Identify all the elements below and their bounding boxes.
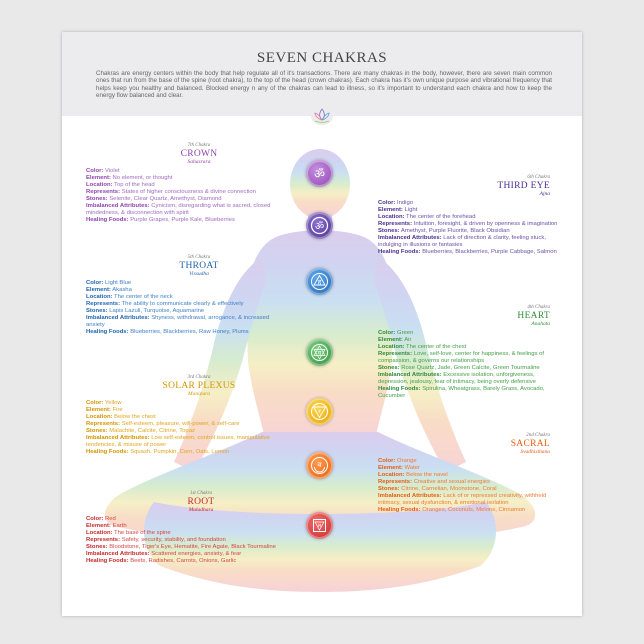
info-label: Location: (86, 414, 113, 420)
info-line (86, 308, 282, 315)
info-value: Blueberries, Blackberries, Purple Cabbage, Salmon (422, 249, 557, 255)
info-value: Red (104, 516, 116, 522)
info-label: Color: (86, 168, 104, 174)
info-label: Represents: (378, 479, 413, 485)
info-value: Scattered energies, anxiety, & fear (151, 551, 242, 557)
crown-section (86, 142, 282, 224)
throat-name: THROAT (179, 261, 219, 271)
info-line (86, 175, 282, 182)
info-line (378, 372, 558, 386)
throat-number: 5th Chakra (187, 255, 211, 260)
solar-plexus-number: 3rd Chakra (187, 375, 211, 380)
page-title: SEVEN CHAKRAS (256, 50, 388, 66)
info-line (86, 516, 286, 523)
info-value: Akasha (112, 287, 132, 293)
info-label: Imbalanced Attributes: (86, 551, 150, 557)
info-value: Low self-esteem, control issues, manipulative tendencies, & misuse of power (86, 435, 270, 448)
info-label: Stones: (86, 308, 108, 314)
sacral-number: 2nd Chakra (526, 433, 550, 438)
throat-sanskrit: Vissudha (189, 271, 209, 277)
info-label: Element: (86, 175, 111, 181)
info-line (378, 386, 558, 400)
info-value: Light Blue (104, 280, 132, 286)
info-value: Spirulina, Wheatgrass, Barely Grass, Avocado, Cucumber (378, 386, 545, 399)
root-name: ROOT (187, 497, 215, 507)
crown-chakra-icon (306, 160, 333, 187)
info-label: Location: (86, 182, 113, 188)
info-line (378, 228, 558, 235)
third-eye-chakra-icon (306, 212, 333, 239)
info-line (86, 294, 282, 301)
info-value: Yellow (104, 400, 122, 406)
info-line (86, 400, 282, 407)
svg-text:ल: ल (317, 523, 322, 529)
third-eye-section (378, 174, 558, 256)
root-section (86, 490, 286, 565)
sacral-sanskrit: Svadhisthana (520, 449, 550, 455)
info-line (86, 280, 282, 287)
solar-plexus-chakra-icon (306, 398, 333, 425)
solar-plexus-section (86, 374, 282, 456)
info-label: Imbalanced Attributes: (86, 203, 150, 209)
crown-name: CROWN (180, 149, 218, 159)
info-label: Location: (378, 214, 405, 220)
info-value: Love, self-love, center for happiness, & feelings of compassion, & governs our relationships (378, 351, 545, 364)
info-value: Cynicism, disregarding what is sacred, closed mindedness, & disconnection with spirit (86, 203, 271, 216)
info-line (86, 315, 282, 329)
heart-chakra-icon (306, 339, 333, 366)
svg-text:ॐ: ॐ (314, 167, 325, 181)
third-eye-number: 6th Chakra (527, 175, 550, 180)
info-value: Selenite, Clear Quartz, Amethyst, Diamond (109, 196, 222, 202)
info-value: Oranges, Coconuts, Melons, Cinnamon (422, 507, 526, 513)
heart-name: HEART (517, 311, 550, 321)
svg-text:र: र (318, 408, 321, 416)
svg-text:य: य (317, 350, 322, 357)
heart-section (378, 304, 558, 400)
solar-plexus-sanskrit: Manipura (188, 391, 210, 397)
info-value: Fire (112, 407, 123, 413)
info-value: Malachite, Calcite, Citrine, Topaz (109, 428, 195, 434)
info-line (86, 523, 286, 530)
info-label: Represents: (86, 189, 121, 195)
info-line (378, 330, 558, 337)
info-label: Element: (378, 337, 403, 343)
root-chakra-icon (306, 512, 333, 539)
info-line (378, 221, 558, 228)
root-sanskrit: Muladhara (188, 507, 214, 513)
info-label: Location: (378, 472, 405, 478)
info-line (86, 537, 286, 544)
info-label: Imbalanced Attributes: (378, 235, 442, 241)
throat-section (86, 254, 282, 336)
info-value: The ability to communicate clearly & effectively (121, 301, 244, 307)
crown-number: 7th Chakra (187, 143, 211, 148)
solar-plexus-name: SOLAR PLEXUS (162, 381, 236, 391)
info-value: Purple Grapes, Purple Kale, Blueberries (130, 217, 235, 223)
info-value: The center of the neck (114, 294, 173, 300)
info-label: Represents: (378, 221, 413, 227)
throat-chakra-icon (306, 268, 333, 295)
info-value: Blueberries, Blackberries, Raw Honey, Plums (130, 329, 249, 335)
heart-sanskrit: Anahata (531, 321, 550, 327)
info-label: Element: (86, 407, 111, 413)
root-number: 1st Chakra (189, 491, 213, 496)
info-label: Imbalanced Attributes: (378, 372, 442, 378)
info-line (378, 214, 558, 221)
info-line (86, 449, 282, 456)
info-value: Beets, Radishes, Carrots, Onions, Garlic (130, 558, 237, 564)
info-value: Earth (112, 523, 127, 529)
info-label: Represents: (86, 537, 121, 543)
info-label: Healing Foods: (86, 449, 129, 455)
info-value: Green (396, 330, 414, 336)
info-line (86, 551, 286, 558)
info-line (378, 344, 558, 351)
info-value: Citrine, Carnelian, Moonstone, Coral (401, 486, 497, 492)
info-line (378, 465, 558, 472)
third-eye-name: THIRD EYE (497, 181, 550, 191)
info-label: Imbalanced Attributes: (86, 315, 150, 321)
info-label: Healing Foods: (86, 558, 129, 564)
info-line (378, 235, 558, 249)
sacral-section (378, 432, 558, 514)
info-value: Below the navel (406, 472, 448, 478)
info-line (86, 435, 282, 449)
info-value: No element, or thought (112, 175, 173, 181)
info-value: Water (404, 465, 421, 471)
info-label: Imbalanced Attributes: (378, 493, 442, 499)
info-value: Violet (104, 168, 120, 174)
svg-text:व: व (317, 461, 322, 469)
info-line (86, 544, 286, 551)
info-label: Color: (378, 200, 396, 206)
info-value: Safety, security, stability, and foundation (121, 537, 226, 543)
info-value: Lack of direction & clarity, feeling stuck, indulging in illusions or fantasies (378, 235, 546, 248)
info-line (86, 203, 282, 217)
info-line (378, 207, 558, 214)
info-line (378, 472, 558, 479)
info-line (86, 217, 282, 224)
info-label: Healing Foods: (86, 217, 129, 223)
info-line (378, 351, 558, 365)
info-value: Amethyst, Purple Fluorite, Black Obsidian (400, 228, 510, 234)
info-label: Represents: (378, 351, 413, 357)
info-line (378, 479, 558, 486)
info-line (378, 365, 558, 372)
info-line (378, 337, 558, 344)
info-label: Represents: (86, 421, 121, 427)
info-line (378, 493, 558, 507)
info-label: Element: (378, 207, 403, 213)
info-line (86, 301, 282, 308)
info-label: Stones: (86, 544, 108, 550)
info-value: Bloodstone, Tiger's Eye, Hematite, Fire Agate, Black Tourmaline (109, 544, 276, 550)
info-value: Shyness, withdrawal, arrogance, & increased anxiety (86, 315, 270, 328)
info-value: The center of the forehead (406, 214, 476, 220)
info-label: Imbalanced Attributes: (86, 435, 150, 441)
info-label: Stones: (378, 365, 400, 371)
info-label: Location: (86, 530, 113, 536)
info-label: Healing Foods: (378, 249, 421, 255)
info-label: Element: (378, 465, 403, 471)
info-value: Rose Quartz, Jade, Green Calcite, Green Tourmaline (401, 365, 540, 371)
info-value: States of higher consciousness & divine connection (121, 189, 256, 195)
info-label: Stones: (86, 196, 108, 202)
info-line (378, 486, 558, 493)
info-value: Lapis Lazuli, Turquoise, Aquamarine (109, 308, 205, 314)
third-eye-sanskrit: Ajna (539, 191, 550, 197)
info-line (86, 196, 282, 203)
info-value: Excessive isolation, unforgiveness, depression, jealousy, fear of intimacy, being overly defensive (378, 372, 536, 385)
info-label: Stones: (378, 486, 400, 492)
info-line (86, 287, 282, 294)
info-label: Stones: (86, 428, 108, 434)
heart-number: 4th Chakra (527, 305, 550, 310)
info-line (378, 507, 558, 514)
info-label: Location: (378, 344, 405, 350)
info-label: Color: (378, 458, 396, 464)
info-value: Light (404, 207, 418, 213)
info-label: Represents: (86, 301, 121, 307)
info-value: Indigo (396, 200, 414, 206)
info-line (86, 558, 286, 565)
info-line (86, 428, 282, 435)
info-label: Color: (86, 516, 104, 522)
sacral-chakra-icon (306, 452, 333, 479)
poster (62, 32, 582, 616)
crown-sanskrit: Sahasrara (187, 159, 211, 165)
info-label: Healing Foods: (378, 507, 421, 513)
info-line (86, 530, 286, 537)
info-line (86, 414, 282, 421)
info-value: Top of the head (114, 182, 155, 188)
svg-text:ॐ: ॐ (314, 221, 325, 233)
info-line (86, 168, 282, 175)
info-value: Below the chest (114, 414, 156, 420)
info-label: Location: (86, 294, 113, 300)
info-value: Squash, Pumpkin, Corn, Oats, Lemon (130, 449, 230, 455)
info-line (378, 200, 558, 207)
info-label: Color: (378, 330, 396, 336)
info-label: Element: (86, 523, 111, 529)
info-value: Lack of or repressed creativity, withheld intimacy, sexual dysfunction, & emotional isolation (378, 493, 547, 506)
info-label: Element: (86, 287, 111, 293)
info-value: Intuition, foresight, & driven by openness & imagination (413, 221, 558, 227)
info-line (378, 249, 558, 256)
info-value: The base of the spine (114, 530, 171, 536)
info-value: Creative and sexual energies (413, 479, 490, 485)
info-label: Stones: (378, 228, 400, 234)
sacral-name: SACRAL (510, 439, 550, 449)
info-label: Color: (86, 280, 104, 286)
intro-paragraph: Chakras are energy centers within the body that help regulate all of it's transactions. There are many chakras in the body, however, there are seven main common ones that run from the base of the spine (root chakra), to the top of the head (crown chakras). Each chakra has it's own unique purpose and vibrational frequency that helps keep you healthy and balanced. Blocked energy n any of the chakras can lead to illness, so it's important to understand each chakra and how to keep the energy flow balanced and clear. (96, 70, 552, 100)
info-line (378, 458, 558, 465)
info-value: The center of the chest (406, 344, 467, 350)
svg-text:ह: ह (317, 278, 322, 287)
info-label: Healing Foods: (86, 329, 129, 335)
info-value: Air (404, 337, 412, 343)
info-line (86, 182, 282, 189)
info-line (86, 407, 282, 414)
info-value: Self-esteem, pleasure, will-power, & self-care (121, 421, 240, 427)
info-label: Healing Foods: (378, 386, 421, 392)
info-line (86, 189, 282, 196)
info-label: Color: (86, 400, 104, 406)
info-line (86, 421, 282, 428)
info-line (86, 329, 282, 336)
info-value: Orange (396, 458, 417, 464)
